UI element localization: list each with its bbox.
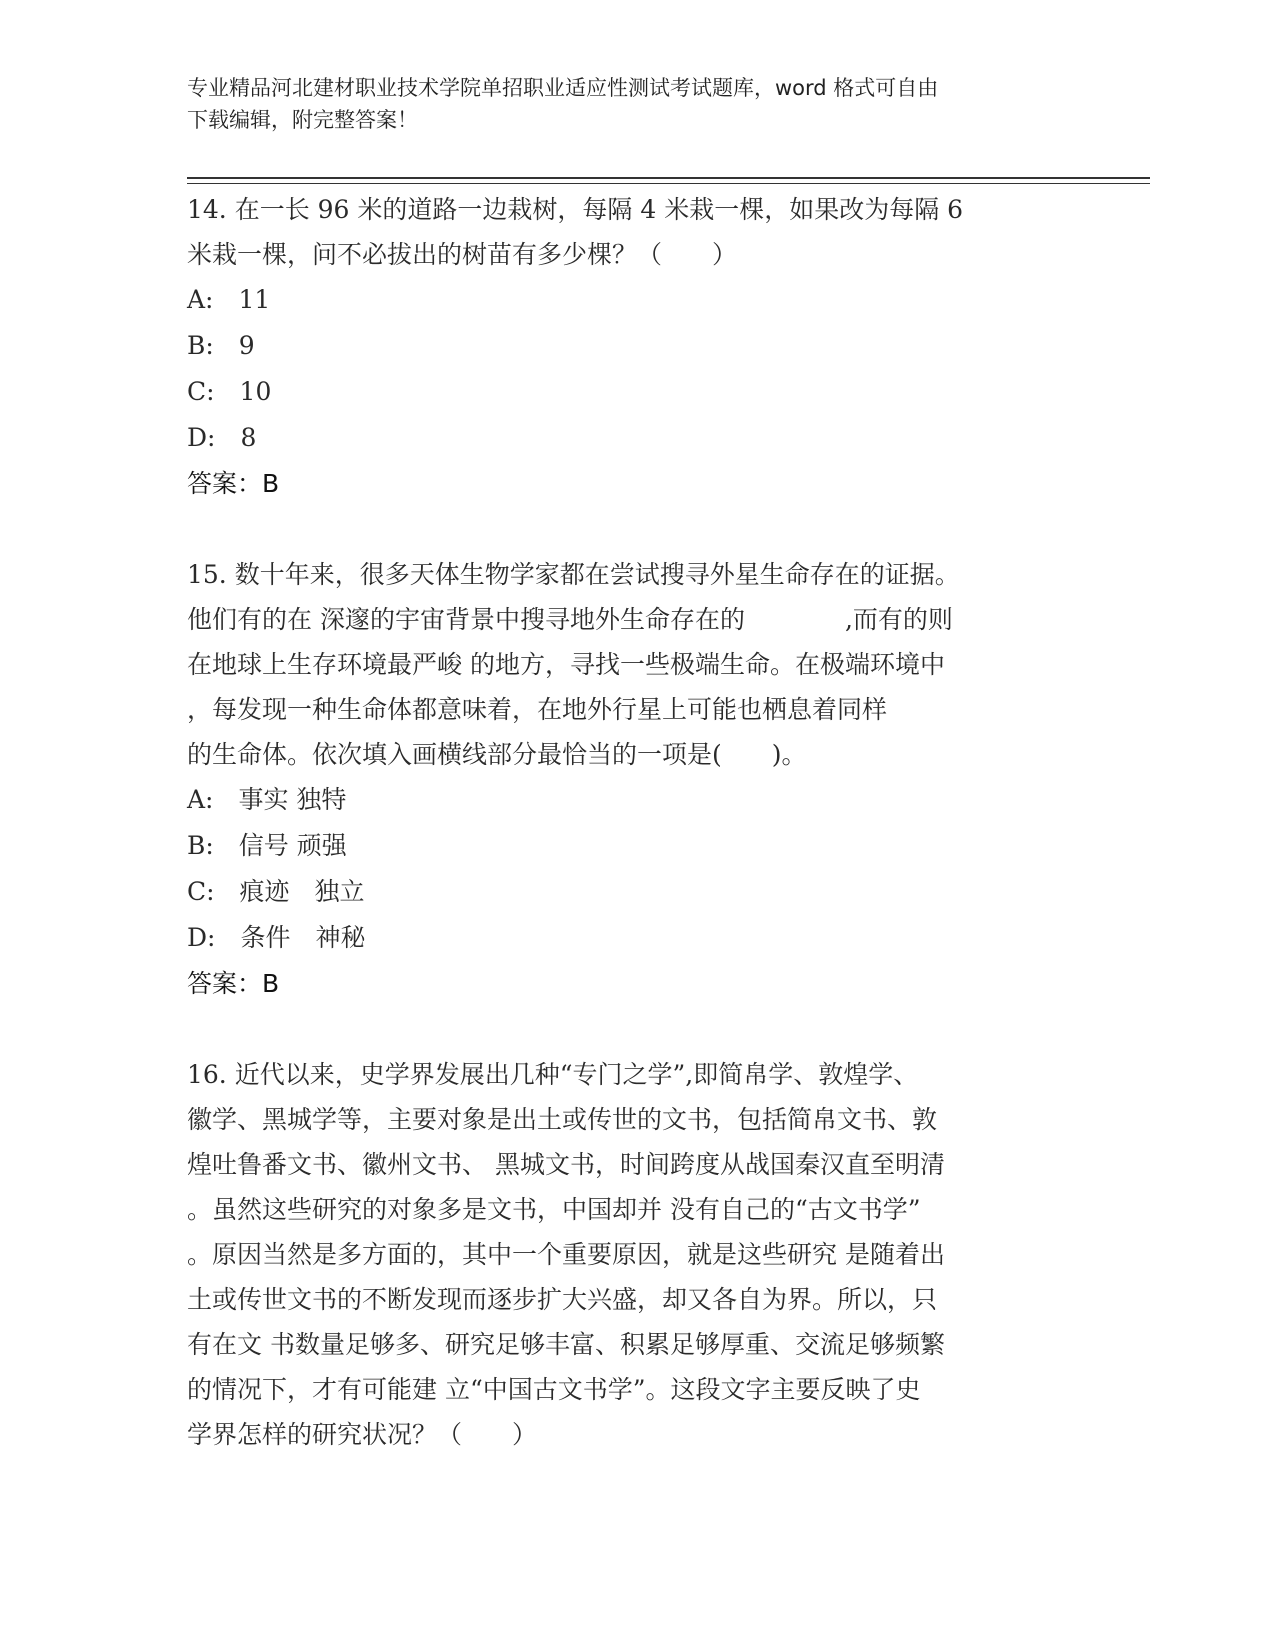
question-text-line: 的情况下，才有可能建 立“中国古文书学”。这段文字主要反映了史 (187, 1375, 921, 1404)
question-text-line: 的生命体。依次填入画横线部分最恰当的一项是( )。 (187, 740, 807, 769)
question-15 (187, 552, 1087, 1007)
header-line: 专业精品河北建材职业技术学院单招职业适应性测试考试题库，word 格式可自由 (187, 76, 939, 100)
question-text-line: 。原因当然是多方面的，其中一个重要原因，就是这些研究 是随着出 (187, 1240, 945, 1269)
option-d: D: 条件 神秘 (187, 923, 366, 952)
question-text-line: 16. 近代以来，史学界发展出几种“专门之学”,即简帛学、敦煌学、 (187, 1060, 919, 1089)
question-text-line: 。虽然这些研究的对象多是文书，中国却并 没有自己的“古文书学” (187, 1195, 921, 1224)
question-text-line: 土或传世文书的不断发现而逐步扩大兴盛，却又各自为界。所以，只 (187, 1285, 938, 1314)
question-text-line: 米栽一棵，问不必拔出的树苗有多少棵？（ ） (187, 240, 738, 269)
question-text-line: 他们有的在 深邃的宇宙背景中搜寻地外生命存在的 ,而有的则 (187, 605, 953, 634)
option-a: A: 事实 独特 (187, 785, 347, 814)
question-text-line: 学界怎样的研究状况？（ ） (187, 1420, 538, 1449)
page-header (187, 72, 1067, 136)
option-c: C: 痕迹 独立 (187, 877, 365, 906)
question-text-line: 14. 在一长 96 米的道路一边栽树，每隔 4 米栽一棵，如果改为每隔 6 (187, 195, 964, 224)
question-text-line: 在地球上生存环境最严峻 的地方，寻找一些极端生命。在极端环境中 (187, 650, 945, 679)
option-b: B: 信号 顽强 (187, 831, 347, 860)
answer-label: 答案：B (187, 469, 280, 498)
option-b: B: 9 (187, 331, 255, 360)
header-divider-thin (187, 183, 1150, 184)
option-a: A: 11 (187, 285, 271, 314)
header-line: 下载编辑，附完整答案！ (187, 108, 418, 132)
option-d: D: 8 (187, 423, 257, 452)
question-text-line: 徽学、黑城学等，主要对象是出土或传世的文书，包括简帛文书、敦 (187, 1105, 938, 1134)
option-c: C: 10 (187, 377, 272, 406)
header-divider-thick (187, 177, 1150, 179)
answer-label: 答案：B (187, 969, 280, 998)
question-text-line: 有在文 书数量足够多、研究足够丰富、积累足够厚重、交流足够频繁 (187, 1330, 945, 1359)
question-16 (187, 1052, 1087, 1457)
question-text-line: 煌吐鲁番文书、徽州文书、 黑城文书，时间跨度从战国秦汉直至明清 (187, 1150, 945, 1179)
question-text-line: ，每发现一种生命体都意味着，在地外行星上可能也栖息着同样 (187, 695, 888, 724)
question-text-line: 15. 数十年来，很多天体生物学家都在尝试搜寻外星生命存在的证据。 (187, 560, 960, 589)
question-14 (187, 187, 1087, 507)
